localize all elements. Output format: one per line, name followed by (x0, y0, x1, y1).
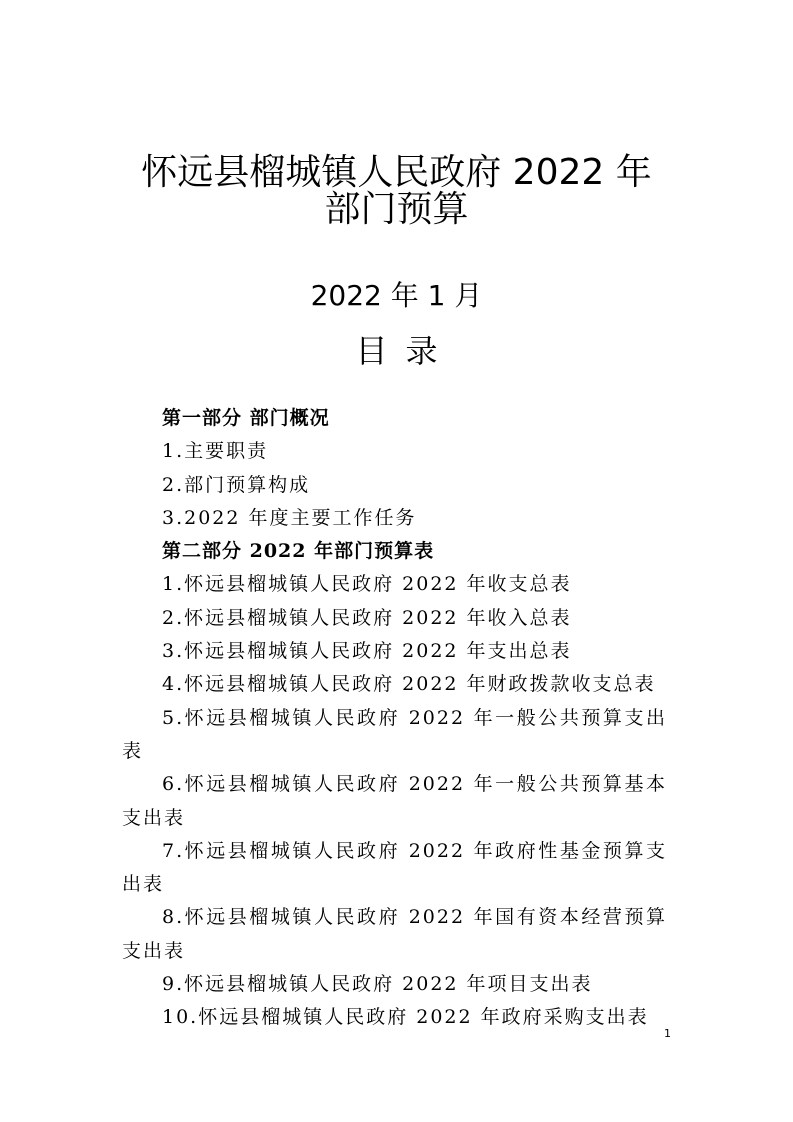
toc-part-2-item-9: 9.怀远县榴城镇人民政府 2022 年项目支出表 (162, 973, 593, 996)
toc-part-1-heading: 第一部分 部门概况 (162, 407, 330, 429)
toc-part-2-item-1: 1.怀远县榴城镇人民政府 2022 年收支总表 (162, 573, 572, 596)
toc-part-1-item-2: 2.部门预算构成 (162, 473, 311, 496)
toc-heading: 目录 (355, 332, 456, 370)
toc-part-2-item-2: 2.怀远县榴城镇人民政府 2022 年收入总表 (162, 606, 572, 629)
toc-part-2-item-3: 3.怀远县榴城镇人民政府 2022 年支出总表 (162, 640, 572, 663)
toc-part-2-item-5: 5.怀远县榴城镇人民政府 2022 年一般公共预算支出表 (122, 706, 667, 762)
document-title-line-2: 部门预算 (324, 189, 469, 230)
toc-part-1-item-3: 3.2022 年度主要工作任务 (162, 506, 417, 529)
document-title-line-1: 怀远县榴城镇人民政府 2022 年 (141, 152, 652, 193)
toc-part-2-heading: 第二部分 2022 年部门预算表 (162, 540, 435, 563)
toc-part-2-item-7: 7.怀远县榴城镇人民政府 2022 年政府性基金预算支出表 (122, 839, 667, 896)
toc-part-2-item-6: 6.怀远县榴城镇人民政府 2022 年一般公共预算基本支出表 (122, 773, 667, 829)
document-date: 2022 年 1 月 (310, 279, 483, 312)
toc-part-2-item-4: 4.怀远县榴城镇人民政府 2022 年财政拨款收支总表 (162, 673, 656, 696)
toc-part-2-item-8: 8.怀远县榴城镇人民政府 2022 年国有资本经营预算支出表 (122, 906, 667, 962)
table-of-contents (122, 402, 667, 1035)
toc-part-1-item-1: 1.主要职责 (162, 440, 269, 463)
page-number: 1 (664, 1027, 671, 1040)
toc-part-2-item-10: 10.怀远县榴城镇人民政府 2022 年政府采购支出表 (162, 1006, 649, 1029)
